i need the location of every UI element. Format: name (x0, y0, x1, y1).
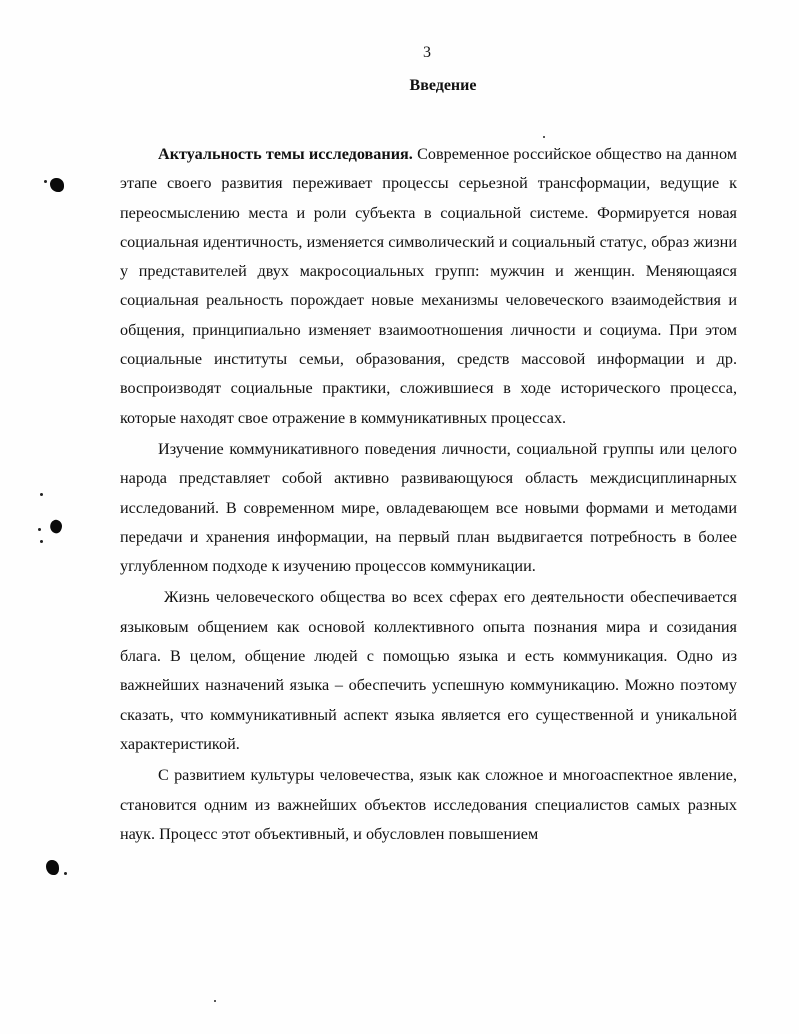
section-heading: Введение (409, 77, 477, 94)
paragraph-lead: Актуальность темы исследования. (158, 145, 413, 163)
scan-speck (40, 540, 43, 543)
scan-speck (64, 872, 67, 875)
scan-speck (40, 493, 43, 496)
scan-speck (38, 528, 41, 531)
paragraph-language-development: С развитием культуры человечества, язык как сложное и многоаспектное явление, становится одним из важнейших объектов исследования специалистов самых разных наук. Процесс этот объективный, и обусловлен повышением (120, 766, 737, 843)
paragraph-communication-study: Изучение коммуникативного поведения личности, социальной группы или целого народа представляет собой активно развивающуюся область междисциплинарных исследований. В современном мире, овладевающем все новыми формами и методами передачи и хранения информации, на первый план выдвигается потребность в более углубленном подходе к изучению процессов коммуникации. (120, 439, 737, 576)
scan-blot (48, 518, 64, 535)
paragraph-relevance (120, 140, 737, 433)
page-number: 3 (423, 44, 431, 61)
scan-blot (50, 178, 64, 192)
paragraph-language-communication: Жизнь человеческого общества во всех сферах его деятельности обеспечивается языковым общением как основой коллективного опыта познания мира и созидания блага. В целом, общение людей с помощью языка и есть коммуникация. Одно из важнейших назначений языка – обеспечить успешную коммуникацию. Можно поэтому сказать, что коммуникативный аспект языка является его существенной и уникальной характеристикой. (120, 588, 737, 753)
paragraph-text: Современное российское общество на данном этапе своего развития переживает процессы серьезной трансформации, ведущие к переосмыслению места и роли субъекта в социальной системе. Формируется новая социальная идентичность, изменяется символический и социальный статус, образ жизни у представителей двух макросоциальных групп: мужчин и женщин. Меняющаяся социальная реальность порождает новые механизмы человеческого взаимодействия и общения, принципиально изменяет взаимоотношения личности и социума. При этом социальные институты семьи, образования, средств массовой информации и др. воспроизводят социальные практики, сложившиеся в ходе исторического процесса, которые находят свое отражение в коммуникативных процессах. (120, 145, 737, 427)
scan-speck (543, 136, 545, 138)
scan-speck (44, 180, 47, 183)
scan-blot (46, 860, 59, 875)
scan-speck (214, 1000, 216, 1002)
body-text (120, 140, 737, 849)
